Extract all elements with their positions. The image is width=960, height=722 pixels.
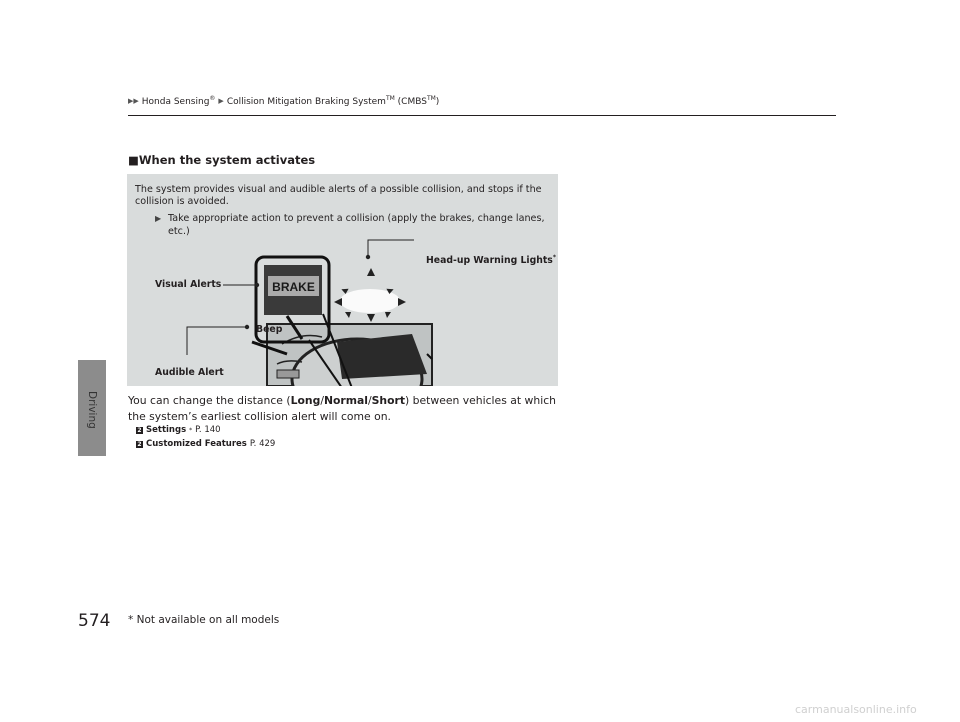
section-heading: ■When the system activates [128,153,316,167]
panel-description: The system provides visual and audible alerts of a possible collision, and stops if the collision is avoided. [135,184,542,207]
breadcrumb [128,95,439,107]
breadcrumb-part1[interactable]: Honda Sensing® [141,95,216,107]
watermark: carmanualsonline.info [795,703,917,716]
head-up-warning-label: Head-up Warning Lights* [426,254,556,267]
reference-icon: 2 [137,441,142,448]
side-tab-label: Driving [86,391,98,429]
panel-action-bullet: ▶ Take appropriate action to prevent a collision (apply the brakes, change lanes, etc.) [155,213,545,237]
page-number: 574 [78,611,111,631]
activation-panel [127,174,558,386]
settings-reference[interactable]: 2 Settings * P. 140 [137,425,221,435]
breadcrumb-part2[interactable]: Collision Mitigation Braking System™ (CMBS™) [226,95,440,107]
head-up-glow [340,289,400,313]
brake-warning-text: BRAKE [272,280,315,294]
audible-alert-label: Audible Alert [155,367,224,378]
beep-label: Beep [256,324,283,335]
visual-alerts-label: Visual Alerts [155,279,222,290]
bullet-arrow-icon: ▶ [155,214,162,223]
reference-icon: 2 [137,427,142,434]
header-rule [128,115,836,116]
footnote: * Not available on all models [128,614,280,626]
customized-features-reference[interactable]: 2 Customized Features P. 429 [137,439,276,449]
breadcrumb-arrow-icon: ▶▶ [128,97,139,105]
breadcrumb-arrow-icon: ▶ [218,97,224,105]
distance-paragraph: You can change the distance (Long/Normal/Short) between vehicles at which the system’s earliest collision alert will come on. [128,394,556,423]
section-bullet-icon: ■ [128,153,139,167]
